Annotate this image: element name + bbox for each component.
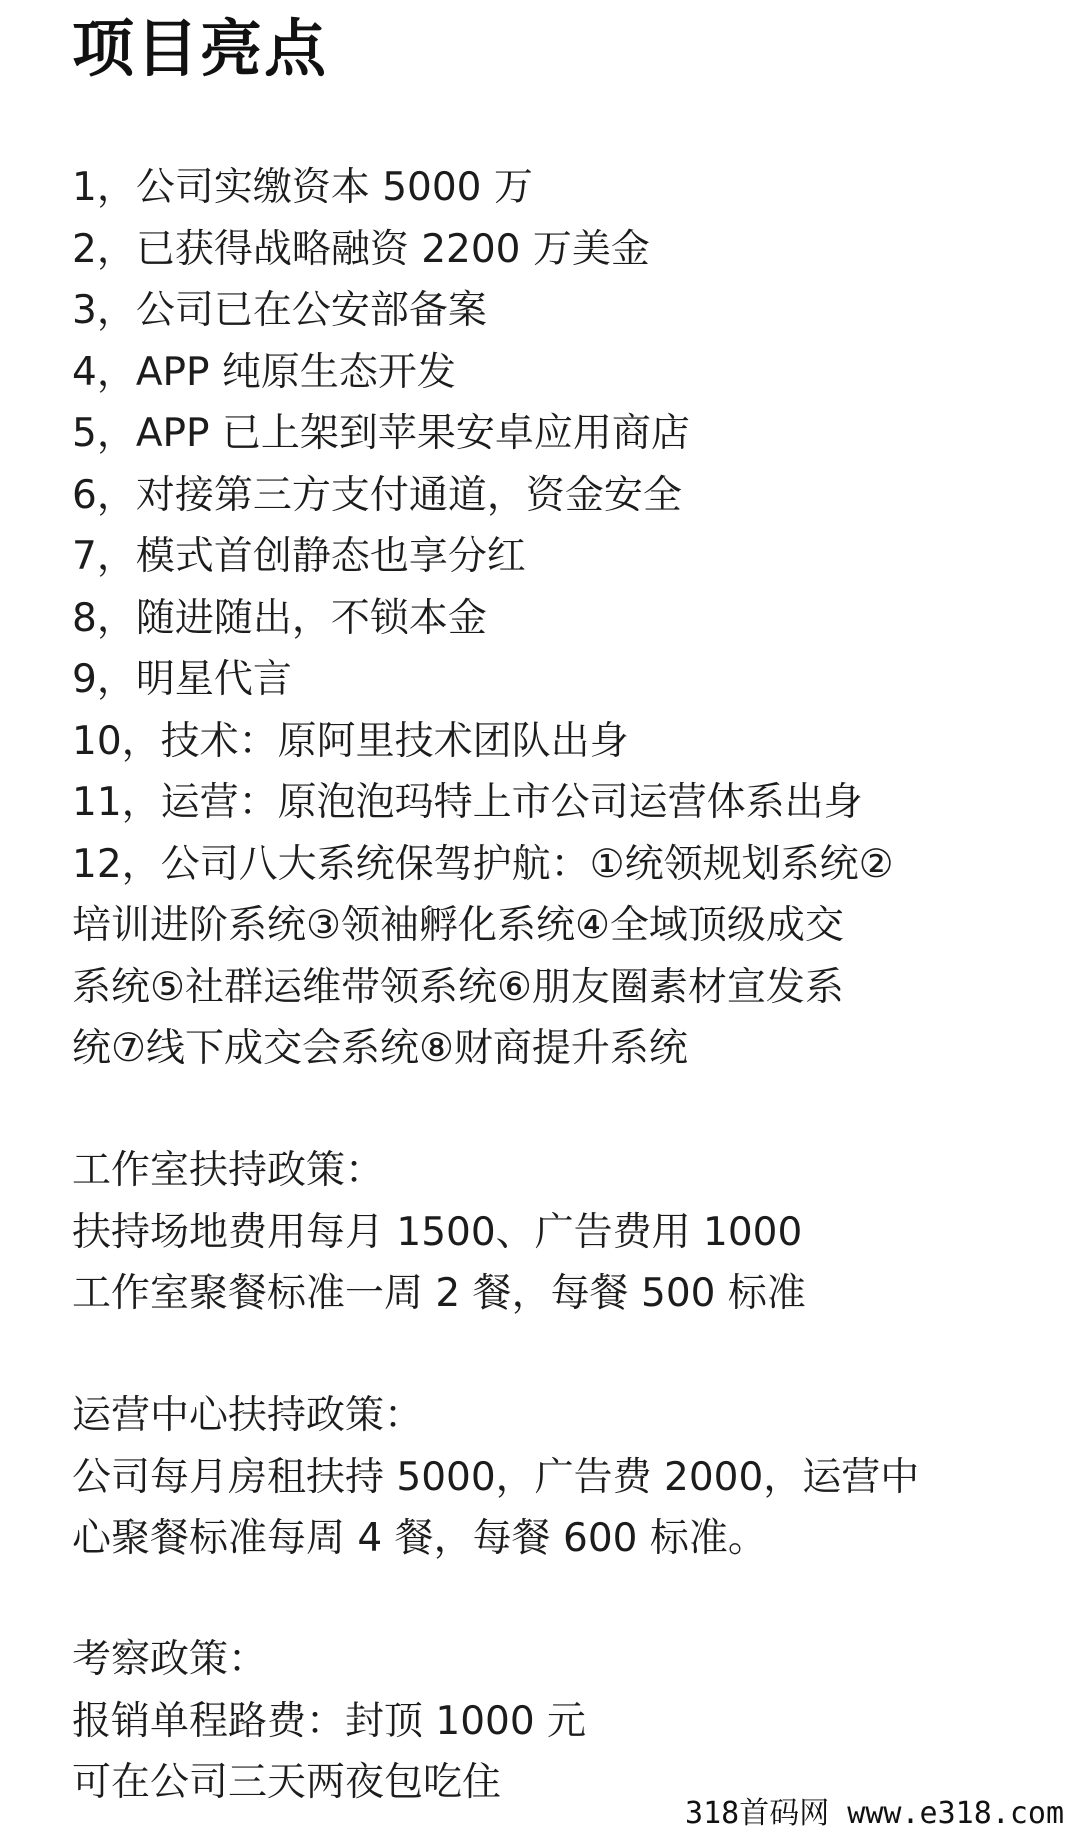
highlight-item: 4，APP 纯原生态开发 <box>72 349 456 395</box>
highlight-item: 8，随进随出，不锁本金 <box>72 595 487 641</box>
highlight-item: 5，APP 已上架到苹果安卓应用商店 <box>72 411 690 456</box>
highlight-item: 统⑦线下成交会系统⑧财商提升系统 <box>72 1026 688 1071</box>
highlights-list <box>72 157 1032 1080</box>
visit-policy-section <box>72 1629 1032 1814</box>
highlight-item: 12，公司八大系统保驾护航：①统领规划系统② <box>72 841 894 887</box>
highlight-item: 10，技术：原阿里技术团队出身 <box>72 718 629 764</box>
highlight-item: 9，明星代言 <box>72 657 292 702</box>
visit-policy-line: 报销单程路费：封顶 1000 元 <box>72 1698 587 1744</box>
highlight-item: 系统⑤社群运维带领系统⑥朋友圈素材宣发系 <box>72 964 844 1010</box>
studio-policy-section <box>72 1140 1032 1325</box>
highlight-item: 7，模式首创静态也享分红 <box>72 534 526 579</box>
highlight-item: 6，对接第三方支付通道，资金安全 <box>72 472 682 518</box>
ops-center-policy-line: 心聚餐标准每周 4 餐，每餐 600 标准。 <box>72 1516 767 1561</box>
ops-center-policy-section <box>72 1385 1032 1570</box>
ops-center-policy-heading: 运营中心扶持政策： <box>72 1393 424 1438</box>
highlight-item: 1，公司实缴资本 5000 万 <box>72 165 533 210</box>
studio-policy-heading: 工作室扶持政策： <box>72 1148 385 1193</box>
ops-center-policy-line: 公司每月房租扶持 5000，广告费 2000，运营中 <box>72 1454 920 1500</box>
studio-policy-line: 扶持场地费用每月 1500、广告费用 1000 <box>72 1209 803 1255</box>
highlight-item: 11，运营：原泡泡玛特上市公司运营体系出身 <box>72 780 863 825</box>
visit-policy-heading: 考察政策： <box>72 1637 268 1682</box>
visit-policy-line: 可在公司三天两夜包吃住 <box>72 1760 502 1805</box>
highlight-item: 3，公司已在公安部备案 <box>72 288 487 333</box>
page-title: 项目亮点 <box>72 12 329 85</box>
site-watermark: 318首码网 www.e318.com <box>681 1796 1068 1832</box>
highlight-item: 2，已获得战略融资 2200 万美金 <box>72 226 650 272</box>
highlight-item: 培训进阶系统③领袖孵化系统④全域顶级成交 <box>72 903 844 948</box>
studio-policy-line: 工作室聚餐标准一周 2 餐，每餐 500 标准 <box>72 1271 806 1316</box>
